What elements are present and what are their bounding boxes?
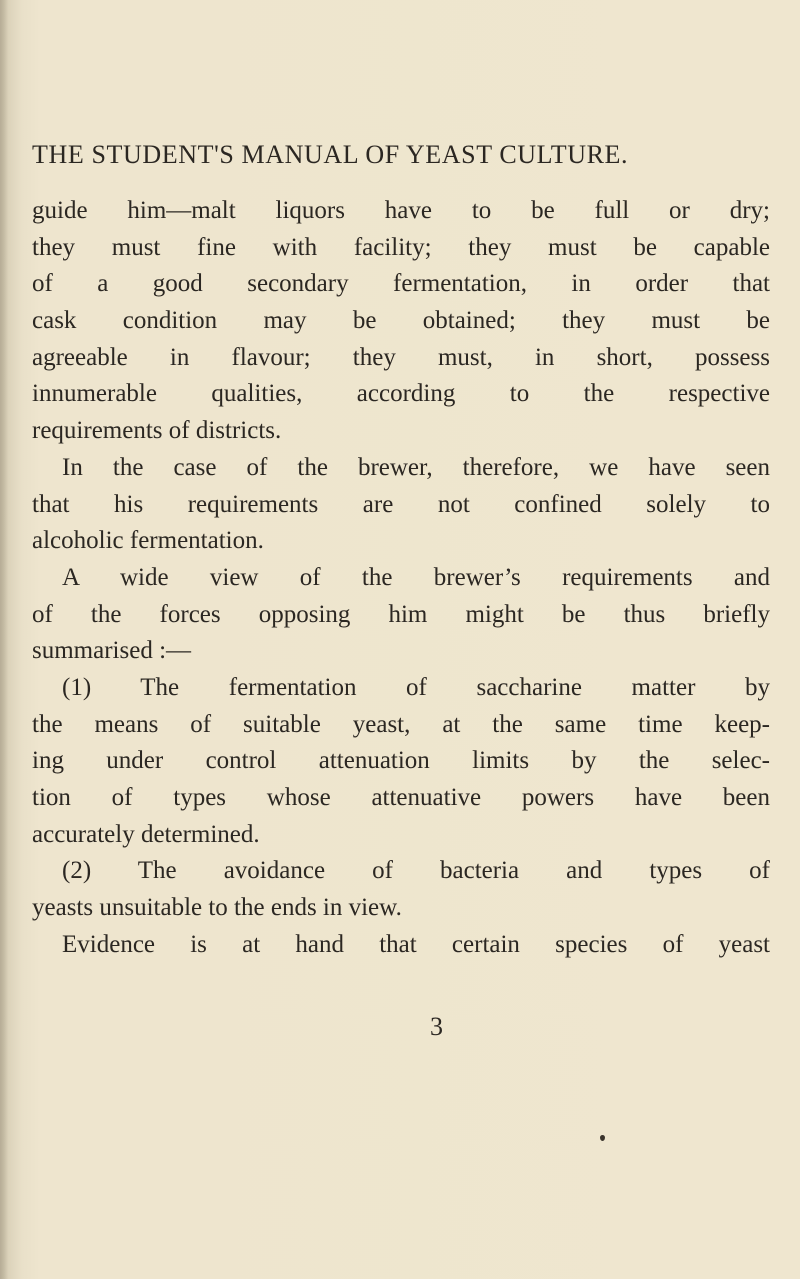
text-line: yeasts unsuitable to the ends in view. [32,894,402,922]
body-text [32,193,770,963]
text-line: summarised :— [32,637,192,665]
text-line: cask condition may be obtained; they must be [32,307,770,335]
text-line: (2) The avoidance of bacteria and types of [62,857,770,885]
text-line: In the case of the brewer, therefore, we have seen [62,453,770,481]
text-line: of the forces opposing him might be thus briefly [32,600,770,628]
text-line: agreeable in flavour; they must, in short, possess [32,343,770,371]
text-line: requirements of districts. [32,417,282,445]
text-line: they must fine with facility; they must be capable [32,233,770,261]
text-line: innumerable qualities, according to the respective [32,380,770,408]
text-line: ing under control attenuation limits by the selec- [32,747,770,775]
page-number: 3 [430,1012,443,1041]
running-head: THE STUDENT'S MANUAL OF YEAST CULTURE. [32,140,629,169]
text-line: guide him—malt liquors have to be full or dry; [32,197,770,224]
text-line: (1) The fermentation of saccharine matter by [62,673,770,701]
text-line: alcoholic fermentation. [32,527,264,555]
text-line: A wide view of the brewer’s requirements and [62,563,770,591]
text-line: the means of suitable yeast, at the same time keep- [32,710,770,738]
ink-speck [600,1135,605,1141]
text-line: accurately determined. [32,820,260,848]
gutter-shadow [0,0,8,1279]
text-line: Evidence is at hand that certain species of yeast [62,930,770,958]
text-line: that his requirements are not confined solely to [32,490,770,518]
text-line: of a good secondary fermentation, in order that [32,270,770,298]
text-line: tion of types whose attenuative powers have been [32,784,770,811]
